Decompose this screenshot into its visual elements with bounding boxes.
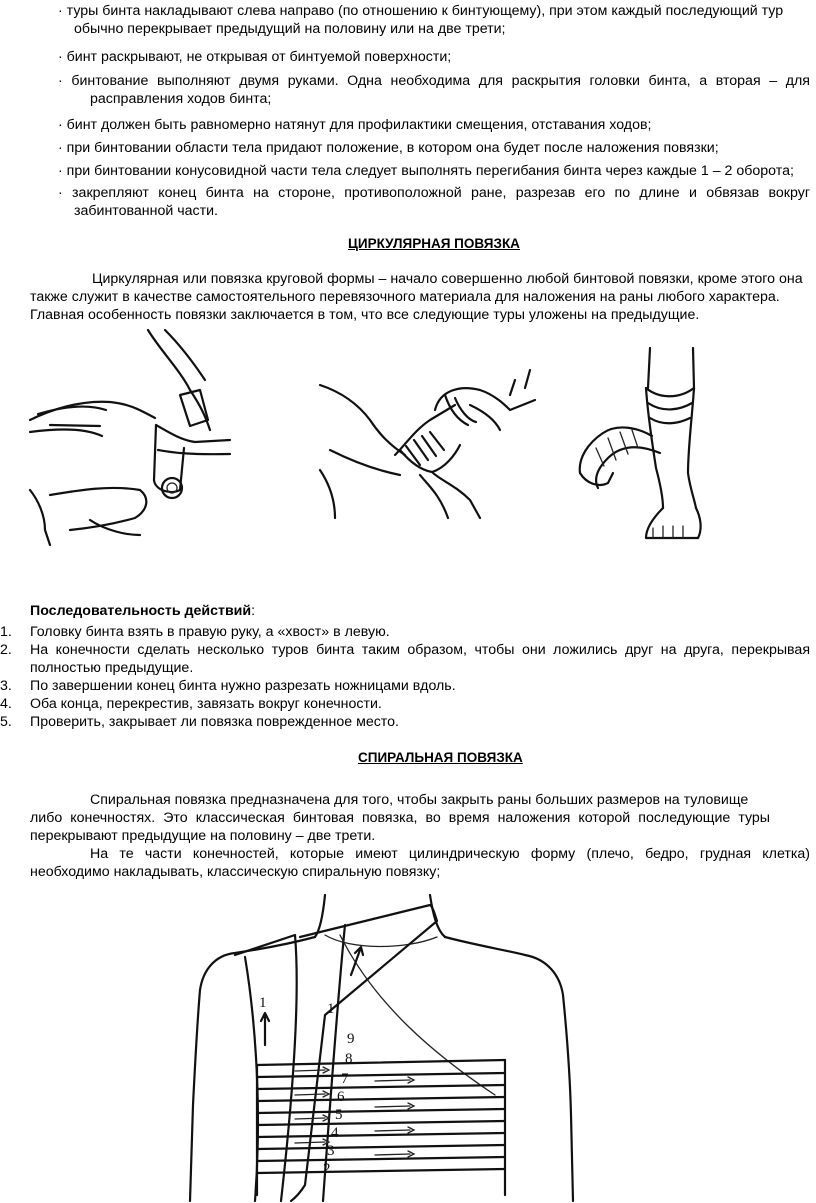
list-item-2-line-2: полностью предыдущие. — [30, 660, 194, 676]
forearm-bandaging-illustration — [320, 350, 540, 520]
spiral-para-line-2: либо конечностях. Это классическая бинтовая повязка, во время наложения которой последующие туры — [30, 810, 770, 826]
spiral-para-line-5: необходимо накладывать, классическую спиральную повязку; — [30, 864, 441, 880]
list-number-5: 5. — [0, 714, 12, 730]
turn-label-2: 2 — [323, 1161, 331, 1177]
strap-label-right: 1 — [327, 1001, 335, 1017]
bullet-7-line-2: забинтованной части. — [74, 203, 218, 219]
turn-label-3: 3 — [327, 1143, 335, 1159]
bullet-5: · при бинтовании области тела придают положение, в котором она будет после наложения повязки; — [58, 140, 719, 156]
bullet-3-line-1: · бинтование выполняют двумя руками. Одна необходима для раскрытия головки бинта, а вторая – для — [58, 73, 810, 89]
bullet-3-line-2: расправления ходов бинта; — [90, 91, 272, 107]
turn-label-9: 9 — [347, 1031, 355, 1047]
hands-bandaging-illustration — [30, 330, 230, 545]
list-item-4: Оба конца, перекрестив, завязать вокруг конечности. — [30, 696, 382, 712]
turn-label-4: 4 — [331, 1125, 339, 1141]
torso-spiral-bandage-illustration — [175, 895, 635, 1201]
list-number-3: 3. — [0, 678, 12, 694]
bullet-2: · бинт раскрывают, не открывая от бинтуемой поверхности; — [58, 49, 452, 65]
bullet-6: · при бинтовании конусовидной части тела следует выполнять перегибания бинта через каждые 1 – 2 оборота; — [58, 163, 794, 179]
bullet-1-line-2: обычно перекрывает предыдущий на половину или на две трети; — [74, 21, 506, 37]
circular-para-line-1: Циркулярная или повязка круговой формы – начало совершенно любой бинтовой повязки, кроме этого она — [92, 271, 803, 287]
list-item-1: Головку бинта взять в правую руку, а «хвост» в левую. — [30, 624, 390, 640]
list-item-3: По завершении конец бинта нужно разрезать ножницами вдоль. — [30, 678, 456, 694]
list-number-2: 2. — [0, 642, 12, 658]
spiral-para-line-1: Спиральная повязка предназначена для того, чтобы закрыть раны больших размеров на туловище — [90, 792, 749, 808]
circular-para-line-3: Главная особенность повязки заключается в том, что все следующие туры уложены на предыдущие. — [30, 307, 700, 323]
turn-label-7: 7 — [341, 1071, 349, 1087]
circular-heading: ЦИРКУЛЯРНАЯ ПОВЯЗКА — [348, 236, 520, 251]
turn-label-8: 8 — [345, 1051, 353, 1067]
circular-para-line-2: также служит в качестве самостоятельного перевязочного материала для наложения на раны любого характера. — [30, 289, 780, 305]
list-item-5: Проверить, закрывает ли повязка поврежденное место. — [30, 714, 399, 730]
sequence-heading — [30, 603, 255, 619]
strap-label-left: 1 — [259, 995, 267, 1011]
bullet-1-line-1: · туры бинта накладывают слева направо (по отношению к бинтующему), при этом каждый последующий тур — [58, 3, 784, 19]
list-number-4: 4. — [0, 696, 12, 712]
sequence-heading-text: Последовательность действий — [30, 603, 252, 619]
sequence-heading-colon: : — [251, 603, 256, 619]
list-item-2-line-1: На конечности сделать несколько туров бинта таким образом, чтобы они ложились друг на друга, перекрывая — [30, 642, 810, 658]
foot-bandaging-illustration — [568, 348, 718, 543]
bullet-4: · бинт должен быть равномерно натянут для профилактики смещения, отставания ходов; — [58, 117, 652, 133]
turn-label-6: 6 — [337, 1089, 345, 1105]
list-number-1: 1. — [0, 624, 12, 640]
bullet-7-line-1: · закрепляют конец бинта на стороне, противоположной ране, разрезав его по длине и обвязав вокруг — [58, 185, 810, 201]
spiral-para-line-3: перекрывают предыдущие на половину – две трети. — [30, 828, 376, 844]
spiral-heading: СПИРАЛЬНАЯ ПОВЯЗКА — [358, 750, 523, 765]
spiral-para-line-4: На те части конечностей, которые имеют цилиндрическую форму (плечо, бедро, грудная клетка) — [90, 846, 810, 862]
turn-label-5: 5 — [335, 1107, 343, 1123]
